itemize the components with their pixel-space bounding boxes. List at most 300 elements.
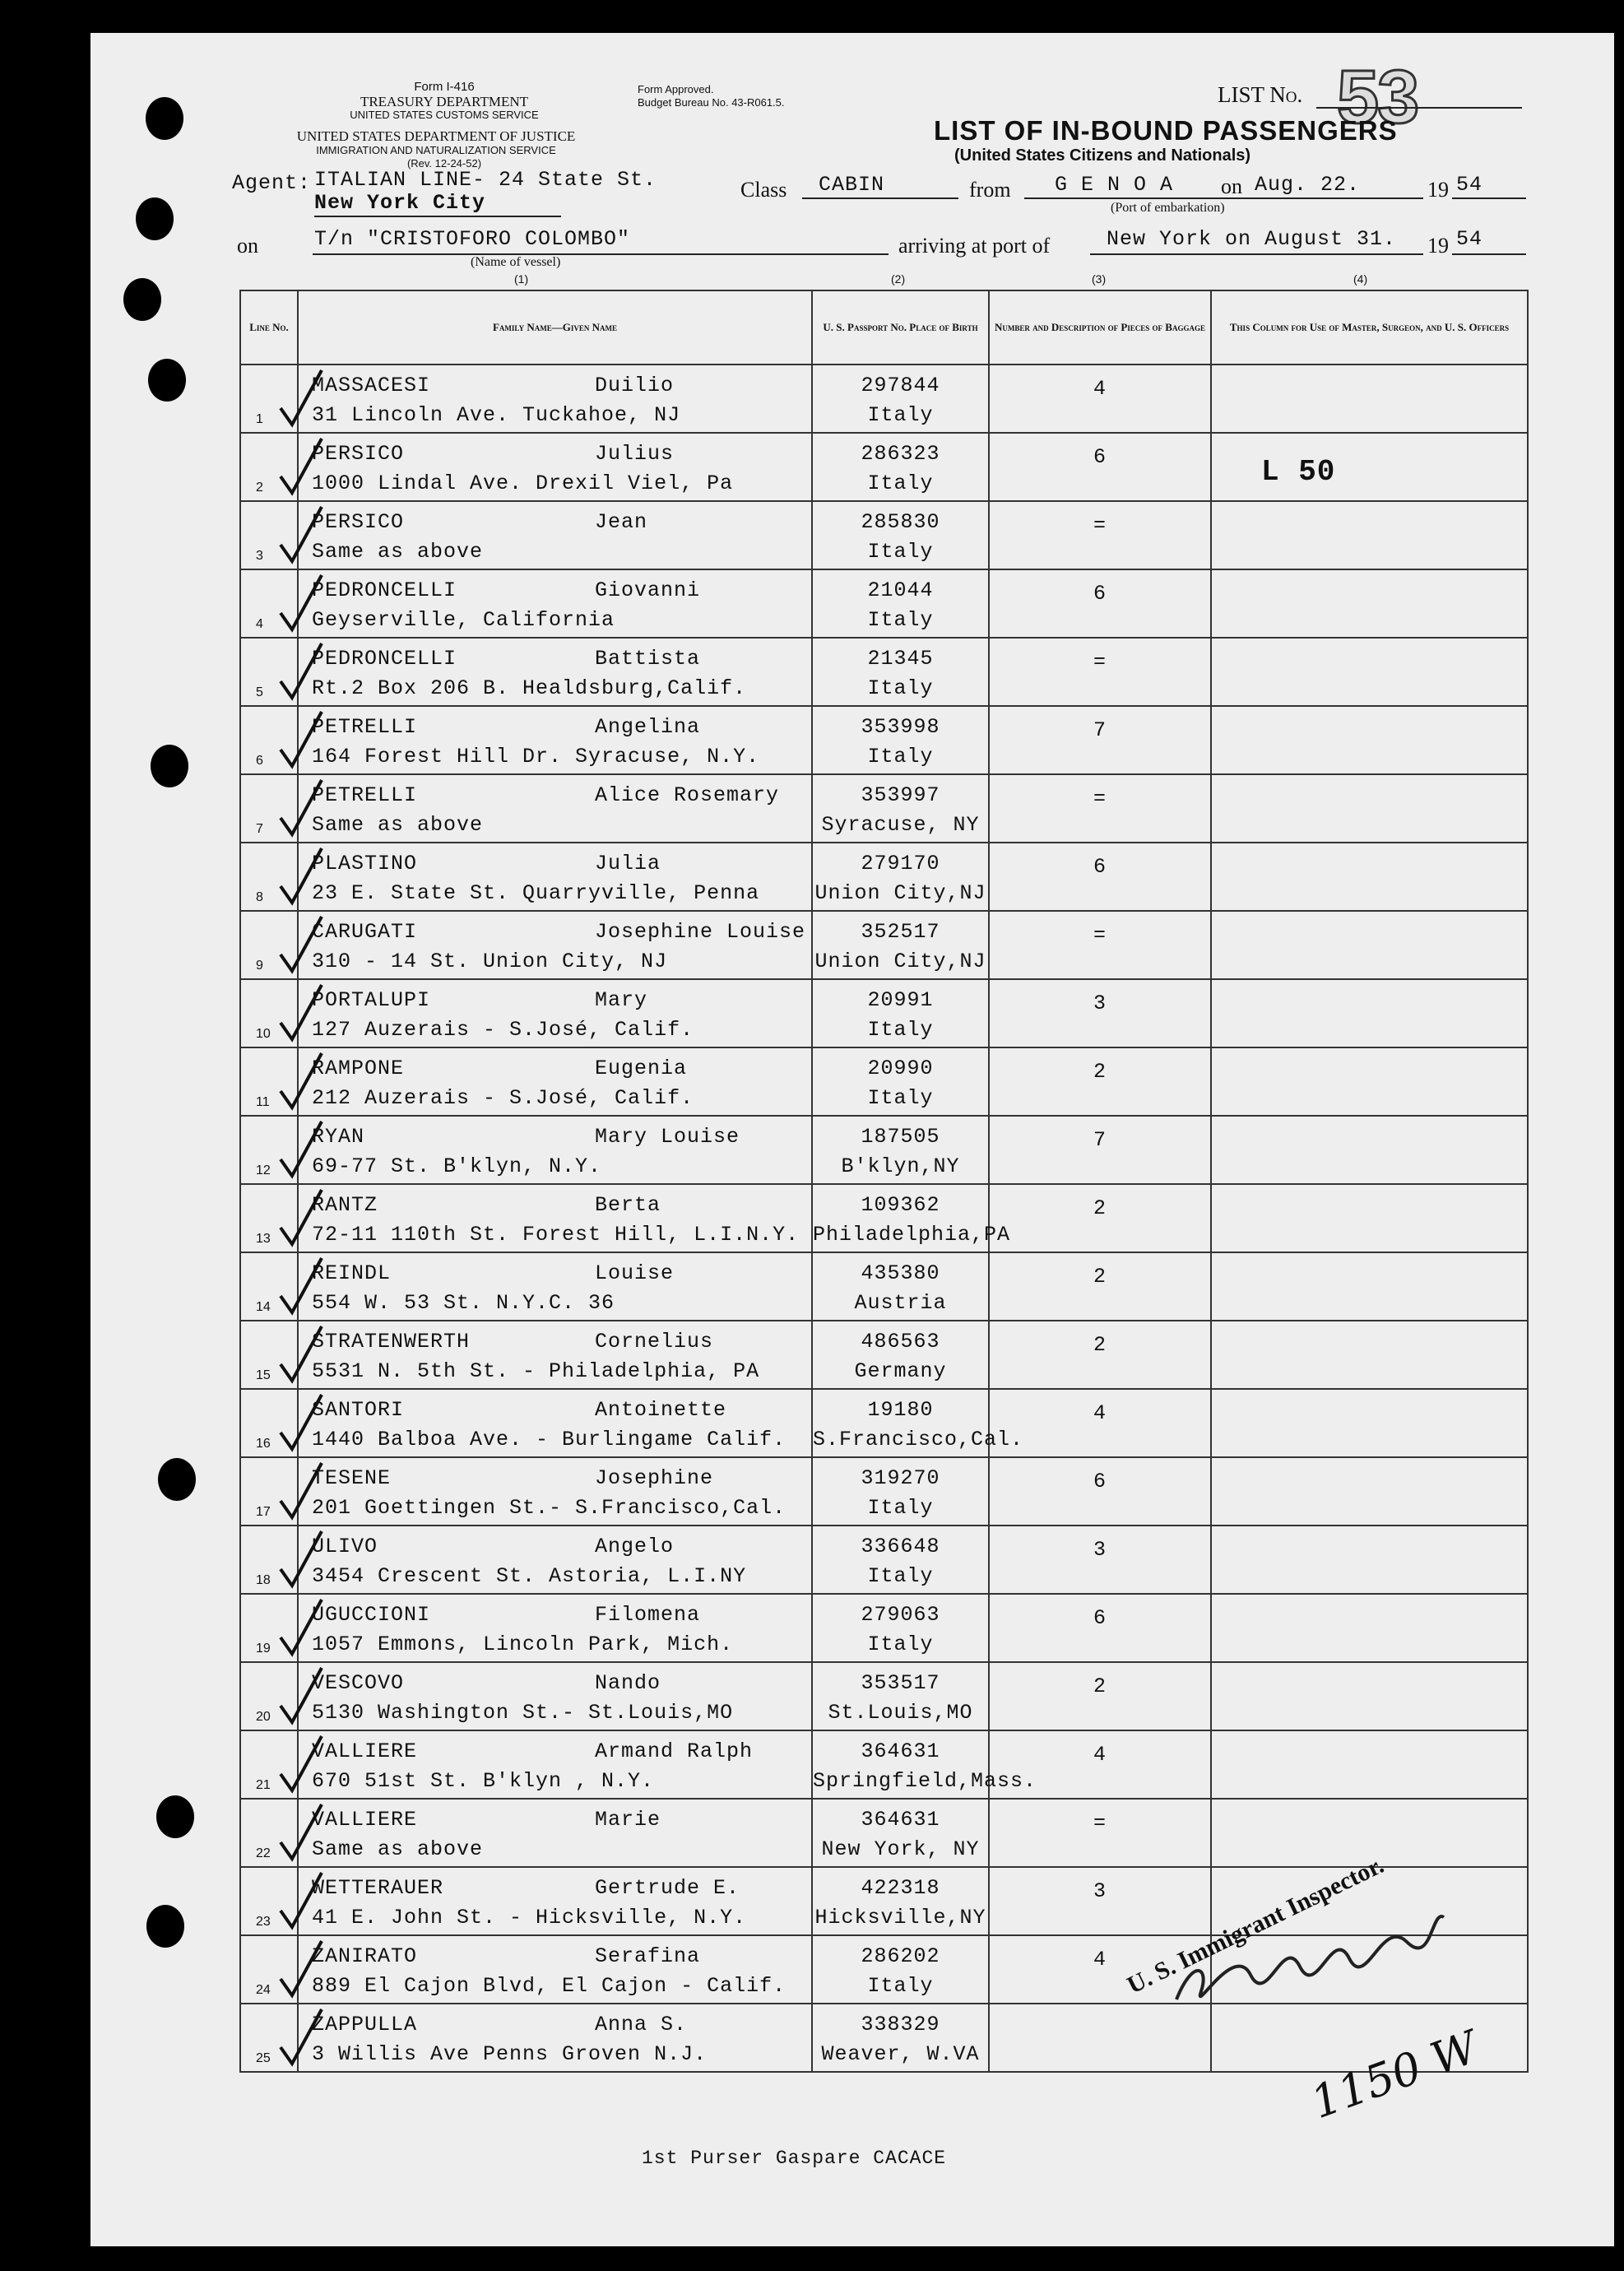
punch-hole [136,197,174,240]
address: 554 W. 53 St. N.Y.C. 36 [312,1291,615,1315]
passport-cell [812,774,989,843]
table-row [240,1526,1528,1594]
name-cell [298,1799,812,1867]
line-number: 4 [256,617,263,631]
baggage-count: 3 [1093,1538,1107,1562]
officers-cell [1211,979,1528,1047]
address: 310 - 14 St. Union City, NJ [312,950,668,973]
family-name: PEDRONCELLI [312,647,457,671]
baggage-cell [989,638,1211,706]
family-name: UGUCCIONI [312,1603,431,1627]
passport-number: 297844 [861,374,940,397]
table-row [240,1116,1528,1184]
given-name: Marie [595,1808,661,1832]
family-name: SANTORI [312,1398,405,1422]
name-cell [298,569,812,638]
from-value: G E N O A [1055,173,1174,197]
table-row [240,774,1528,843]
given-name: Gertrude E. [595,1876,740,1900]
baggage-count: 6 [1093,582,1107,606]
officers-cell [1211,1730,1528,1799]
baggage-cell [989,1662,1211,1730]
checkmark-icon [276,1528,325,1592]
family-name: PERSICO [312,510,405,534]
baggage-count: 4 [1093,377,1107,401]
address: 5130 Washington St.- St.Louis,MO [312,1701,734,1725]
place-of-birth: Germany [854,1359,947,1383]
officer-note: L 50 [1261,455,1336,489]
passport-number: 435380 [861,1261,940,1285]
class-value: CABIN [819,173,885,197]
line-number: 25 [256,2051,271,2065]
baggage-cell [989,1321,1211,1389]
address: 5531 N. 5th St. - Philadelphia, PA [312,1359,760,1383]
passport-number: 279170 [861,852,940,875]
embark-date: Aug. 22. [1255,173,1361,197]
place-of-birth: Italy [867,745,934,769]
table-row [240,569,1528,638]
passport-cell [812,706,989,774]
given-name: Armand Ralph [595,1739,754,1763]
underline [1316,107,1522,109]
line-number: 20 [256,1710,271,1724]
place-of-birth: B'klyn,NY [841,1154,960,1178]
table-row [240,843,1528,911]
port-note: (Port of embarkation) [1111,201,1225,215]
place-of-birth: Syracuse, NY [821,813,980,837]
baggage-cell [989,501,1211,569]
name-cell [298,1594,812,1662]
officers-cell [1211,706,1528,774]
passport-number: 364631 [861,1739,940,1763]
checkmark-icon [276,504,325,568]
address: 889 El Cajon Blvd, El Cajon - Calif. [312,1974,786,1998]
baggage-count: 7 [1093,718,1107,742]
col-header-baggage: Number and Description of Pieces of Baggage [989,290,1211,365]
treasury-dept: TREASURY DEPARTMENT [360,94,529,109]
address: 201 Goettingen St.- S.Francisco,Cal. [312,1496,786,1520]
baggage-cell [989,1389,1211,1457]
table-row [240,911,1528,979]
baggage-cell [989,979,1211,1047]
underline [314,216,561,217]
address: 41 E. John St. - Hicksville, N.Y. [312,1906,747,1930]
baggage-count: = [1093,923,1107,947]
class-label: Class [740,178,787,202]
place-of-birth: Italy [867,1496,934,1520]
underline [1452,253,1526,255]
customs-service: UNITED STATES CUSTOMS SERVICE [350,109,539,121]
table-header-row [240,290,1528,365]
given-name: Antoinette [595,1398,727,1422]
checkmark-icon [276,2006,325,2070]
family-name: PORTALUPI [312,988,431,1012]
given-name: Cornelius [595,1330,714,1354]
officers-cell [1211,843,1528,911]
col-num-1: (1) [514,272,529,286]
table-row [240,638,1528,706]
passport-cell [812,843,989,911]
baggage-count: 4 [1093,1948,1107,1971]
line-number: 21 [256,1778,271,1792]
baggage-cell [989,1799,1211,1867]
family-name: PLASTINO [312,852,418,875]
family-name: TESENE [312,1466,392,1490]
punch-hole [146,1905,184,1948]
line-number: 6 [256,754,263,768]
address: 69-77 St. B'klyn, N.Y. [312,1154,602,1178]
family-name: PETRELLI [312,783,418,807]
checkmark-icon [276,572,325,636]
passport-number: 486563 [861,1330,940,1354]
place-of-birth: New York, NY [821,1837,980,1861]
list-number: 53 [1337,55,1418,139]
family-name: VESCOVO [312,1671,405,1695]
passport-cell [812,638,989,706]
checkmark-icon [276,982,325,1046]
table-row [240,365,1528,433]
address: 212 Auzerais - S.José, Calif. [312,1086,694,1110]
passport-cell [812,1935,989,2004]
name-cell [298,979,812,1047]
passport-cell [812,979,989,1047]
table-row [240,706,1528,774]
table-row [240,979,1528,1047]
place-of-birth: Springfield,Mass. [813,1769,1037,1793]
family-name: PEDRONCELLI [312,578,457,602]
passport-number: 19180 [867,1398,934,1422]
punch-hole [148,359,186,402]
table-row [240,1799,1528,1867]
officers-cell [1211,569,1528,638]
arrival-year-prefix: 19 [1427,234,1449,258]
given-name: Julia [595,852,661,875]
agent-label: Agent: [232,171,312,195]
address: 1057 Emmons, Lincoln Park, Mich. [312,1632,734,1656]
arriving-label: arriving at port of [898,234,1051,258]
address: 1000 Lindal Ave. Drexil Viel, Pa [312,471,734,495]
name-cell [298,706,812,774]
officers-cell [1211,638,1528,706]
line-number: 23 [256,1915,271,1929]
place-of-birth: Italy [867,1632,934,1656]
family-name: REINDL [312,1261,392,1285]
passport-cell [812,911,989,979]
family-name: VALLIERE [312,1739,418,1763]
passport-cell [812,1321,989,1389]
line-number: 2 [256,481,263,495]
page-subtitle: (United States Citizens and Nationals) [954,146,1251,165]
name-cell [298,1457,812,1526]
list-no-label: LIST No. [1218,82,1303,107]
underline [1090,253,1423,255]
baggage-cell [989,1730,1211,1799]
given-name: Angelo [595,1535,675,1558]
col-header-passport: U. S. Passport No. Place of Birth [812,290,989,365]
address: 3454 Crescent St. Astoria, L.I.NY [312,1564,747,1588]
passport-cell [812,1184,1011,1252]
name-cell [298,1321,812,1389]
passport-number: 279063 [861,1603,940,1627]
passenger-table [239,290,1529,2073]
officers-cell [1211,433,1528,501]
place-of-birth: Union City,NJ [814,881,986,905]
table-row [240,501,1528,569]
officers-cell [1211,1594,1528,1662]
place-of-birth: Philadelphia,PA [813,1223,1011,1247]
place-of-birth: Italy [867,1974,934,1998]
checkmark-icon [276,777,325,841]
punch-hole [156,1795,194,1838]
baggage-count: = [1093,513,1107,537]
passport-number: 422318 [861,1876,940,1900]
place-of-birth: Italy [867,676,934,700]
line-number: 19 [256,1642,271,1656]
family-name: RYAN [312,1125,365,1149]
baggage-count: 7 [1093,1128,1107,1152]
baggage-count: 6 [1093,855,1107,879]
line-number: 17 [256,1505,271,1519]
baggage-count: 2 [1093,1265,1107,1289]
name-cell [298,501,812,569]
name-cell [298,1526,812,1594]
baggage-count: 2 [1093,1674,1107,1698]
passport-cell [812,2004,989,2072]
address: Rt.2 Box 206 B. Healdsburg,Calif. [312,676,747,700]
underline [1024,197,1423,199]
name-cell [298,1662,812,1730]
place-of-birth: Italy [867,1086,934,1110]
officers-cell [1211,1252,1528,1321]
line-number: 1 [256,412,263,426]
underline [1452,197,1526,199]
officers-cell [1211,1047,1528,1116]
name-cell [298,1867,812,1935]
given-name: Berta [595,1193,661,1217]
inspector-stamp: U. S. Immigrant Inspector. [1123,1851,1389,1999]
baggage-cell [989,706,1211,774]
baggage-cell [989,1252,1211,1321]
line-number: 14 [256,1300,271,1314]
passport-cell [812,501,989,569]
family-name: WETTERAUER [312,1876,444,1900]
col-header-line: Line No. [240,290,298,365]
place-of-birth: Hicksville,NY [814,1906,986,1930]
from-label: from [969,178,1011,202]
checkmark-icon [276,1938,325,2002]
line-number: 18 [256,1573,271,1587]
name-cell [298,1389,812,1457]
given-name: Josephine [595,1466,714,1490]
ins-service: IMMIGRATION AND NATURALIZATION SERVICE [316,144,556,156]
passport-cell [812,1662,989,1730]
table-row [240,1730,1528,1799]
checkmark-icon [276,367,325,431]
place-of-birth: St.Louis,MO [828,1701,973,1725]
checkmark-icon [276,708,325,773]
form-number: Form I-416 [414,80,475,94]
baggage-cell [989,1047,1211,1116]
punch-hole [158,1458,196,1501]
checkmark-icon [276,640,325,704]
checkmark-icon [276,1801,325,1865]
name-cell [298,843,812,911]
baggage-count: 3 [1093,1879,1107,1903]
justice-dept: UNITED STATES DEPARTMENT OF JUSTICE [296,128,576,144]
checkmark-icon [276,1118,325,1182]
address: 164 Forest Hill Dr. Syracuse, N.Y. [312,745,760,769]
checkmark-icon [276,1460,325,1524]
line-number: 22 [256,1846,271,1860]
line-number: 5 [256,685,263,699]
passport-cell [812,1594,989,1662]
line-number: 7 [256,822,263,836]
address: 23 E. State St. Quarryville, Penna [312,881,760,905]
officers-cell [1211,1662,1528,1730]
checkmark-icon [276,1255,325,1319]
underline [313,253,889,255]
passport-number: 20991 [867,988,934,1012]
given-name: Louise [595,1261,675,1285]
passport-cell [812,1389,1024,1457]
passport-cell [812,1116,989,1184]
given-name: Battista [595,647,701,671]
name-cell [298,1184,812,1252]
family-name: CARUGATI [312,920,418,944]
place-of-birth: S.Francisco,Cal. [813,1428,1024,1451]
place-of-birth: Italy [867,608,934,632]
name-cell [298,774,812,843]
passport-number: 187505 [861,1125,940,1149]
address: 31 Lincoln Ave. Tuckahoe, NJ [312,403,681,427]
passport-number: 336648 [861,1535,940,1558]
baggage-count: 6 [1093,1470,1107,1493]
arrival-year: 54 [1456,227,1483,251]
col-num-2: (2) [891,272,906,286]
vessel-note: (Name of vessel) [471,255,561,269]
given-name: Mary Louise [595,1125,740,1149]
officers-cell [1211,774,1528,843]
baggage-cell [989,1184,1211,1252]
baggage-cell [989,1116,1211,1184]
handwritten-annotation: 1150 W [1304,2020,1485,2129]
passport-cell [812,1457,989,1526]
name-cell [298,1047,812,1116]
line-number: 10 [256,1027,271,1041]
checkmark-icon [276,913,325,978]
baggage-cell [989,433,1211,501]
address: Same as above [312,1837,484,1861]
checkmark-icon [276,1869,325,1934]
inspector-signature [1160,1892,1456,2024]
passport-cell [812,1799,989,1867]
given-name: Duilio [595,374,675,397]
punch-hole [151,745,188,787]
baggage-count: 2 [1093,1060,1107,1084]
officers-cell [1211,1321,1528,1389]
line-number: 12 [256,1163,271,1177]
baggage-cell [989,365,1211,433]
baggage-count: = [1093,787,1107,810]
col-header-officers: This Column for Use of Master, Surgeon, and U. S. Officers [1211,290,1528,365]
name-cell [298,1116,812,1184]
family-name: STRATENWERTH [312,1330,471,1354]
place-of-birth: Weaver, W.VA [821,2042,980,2066]
line-number: 13 [256,1232,271,1246]
given-name: Julius [595,442,675,466]
family-name: ZAPPULLA [312,2013,418,2036]
given-name: Josephine Louise [595,920,806,944]
baggage-cell [989,911,1211,979]
officers-cell [1211,1457,1528,1526]
place-of-birth: Italy [867,471,934,495]
line-number: 8 [256,890,263,904]
line-number: 9 [256,959,263,973]
given-name: Angelina [595,715,701,739]
passport-cell [812,1867,989,1935]
on-label: on [1221,174,1242,198]
passport-cell [812,1047,989,1116]
passport-number: 353997 [861,783,940,807]
family-name: RANTZ [312,1193,378,1217]
passport-number: 319270 [861,1466,940,1490]
baggage-cell [989,1526,1211,1594]
place-of-birth: Austria [854,1291,947,1315]
family-name: ZANIRATO [312,1944,418,1968]
col-header-name: Family Name—Given Name [298,290,812,365]
table-row [240,1321,1528,1389]
place-of-birth: Italy [867,540,934,564]
checkmark-icon [276,1596,325,1660]
passport-number: 285830 [861,510,940,534]
table-row [240,1389,1528,1457]
family-name: MASSACESI [312,374,431,397]
year-value: 54 [1456,173,1483,197]
underline [802,197,958,199]
officers-cell [1211,911,1528,979]
line-number: 3 [256,549,263,563]
family-name: PETRELLI [312,715,418,739]
passport-number: 20990 [867,1057,934,1080]
name-cell [298,638,812,706]
baggage-cell [989,774,1211,843]
family-name: RAMPONE [312,1057,405,1080]
name-cell [298,2004,812,2072]
line-number: 16 [256,1437,271,1451]
baggage-count: 4 [1093,1401,1107,1425]
address: 72-11 110th St. Forest Hill, L.I.N.Y. [312,1223,800,1247]
table-row [240,1047,1528,1116]
passport-number: 352517 [861,920,940,944]
officers-cell [1211,365,1528,433]
passport-number: 21345 [867,647,934,671]
place-of-birth: Italy [867,1564,934,1588]
checkmark-icon [276,1187,325,1251]
form-approved: Form Approved. [638,83,714,95]
budget-bureau: Budget Bureau No. 43-R061.5. [638,96,785,109]
table-row [240,1457,1528,1526]
line-number: 15 [256,1368,271,1382]
place-of-birth: Union City,NJ [814,950,986,973]
baggage-cell [989,1457,1211,1526]
given-name: Alice Rosemary [595,783,780,807]
officers-cell [1211,1184,1528,1252]
officers-cell [1211,1526,1528,1594]
purser-signature: 1st Purser Gaspare CACACE [642,2148,947,2169]
line-number: 11 [256,1095,270,1109]
passport-cell [812,365,989,433]
given-name: Filomena [595,1603,701,1627]
